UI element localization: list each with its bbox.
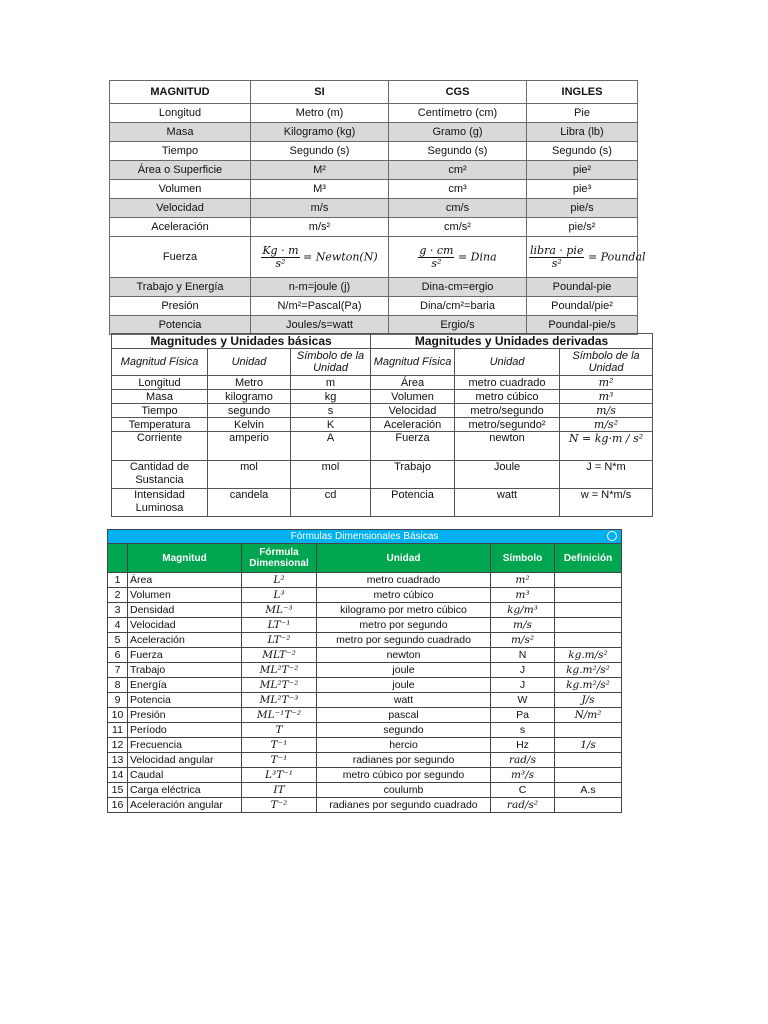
cell-cgs: cm³	[389, 180, 527, 199]
cell-magnitud: Potencia	[110, 316, 251, 335]
cell-formula: ML²T⁻³	[242, 693, 317, 708]
cell-magnitud: Carga eléctrica	[128, 783, 242, 798]
cell-index: 7	[108, 663, 128, 678]
cell-unidad: metro cuadrado	[317, 573, 491, 588]
cell-ingles: pie/s	[527, 199, 638, 218]
cell-unidad: joule	[317, 663, 491, 678]
table-row	[110, 180, 638, 199]
cell-simbolo: rad/s	[491, 753, 555, 768]
cell-unidad-derivada: metro/segundo	[455, 404, 560, 418]
cell-index: 4	[108, 618, 128, 633]
cell-magnitud: Tiempo	[110, 142, 251, 161]
table-header-row	[112, 349, 653, 376]
cell-magnitud-basica: Temperatura	[112, 418, 208, 432]
cell-index: 11	[108, 723, 128, 738]
cell-formula: T	[242, 723, 317, 738]
cell-magnitud: Aceleración angular	[128, 798, 242, 813]
header-index	[108, 544, 128, 573]
cell-definicion	[555, 723, 622, 738]
cell-index: 5	[108, 633, 128, 648]
table-row	[110, 142, 638, 161]
cell-magnitud-derivada: Volumen	[371, 390, 455, 404]
cell-magnitud-derivada: Área	[371, 376, 455, 390]
cell-ingles: Poundal-pie/s	[527, 316, 638, 335]
header-definicion: Definición	[555, 544, 622, 573]
basic-derived-units-table	[111, 333, 653, 517]
table-row	[108, 693, 622, 708]
cell-definicion: 1/s	[555, 738, 622, 753]
table-row	[108, 588, 622, 603]
cell-unidad: metro cúbico por segundo	[317, 768, 491, 783]
cell-magnitud-derivada: Fuerza	[371, 432, 455, 461]
cell-si: m/s	[251, 199, 389, 218]
cell-magnitud-derivada: Trabajo	[371, 461, 455, 489]
table-row	[110, 218, 638, 237]
header-unidad: Unidad	[455, 349, 560, 376]
cell-unidad: newton	[317, 648, 491, 663]
cell-magnitud: Potencia	[128, 693, 242, 708]
cell-magnitud: Aceleración	[110, 218, 251, 237]
cell-unidad: metro por segundo	[317, 618, 491, 633]
table-row	[112, 432, 653, 461]
cell-index: 8	[108, 678, 128, 693]
table-row	[112, 390, 653, 404]
cell-magnitud: Velocidad	[110, 199, 251, 218]
title-derived: Magnitudes y Unidades derivadas	[371, 334, 653, 349]
header-simbolo: Símbolo de la Unidad	[291, 349, 371, 376]
cell-definicion	[555, 633, 622, 648]
cell-magnitud: Caudal	[128, 768, 242, 783]
table-row	[108, 768, 622, 783]
title-basic: Magnitudes y Unidades básicas	[112, 334, 371, 349]
cell-magnitud: Presión	[110, 297, 251, 316]
table-row	[110, 199, 638, 218]
cell-simbolo-derivada: m/s²	[560, 418, 653, 432]
cell-ingles: pie/s²	[527, 218, 638, 237]
header-ingles: INGLES	[527, 81, 638, 104]
cell-cgs: Ergio/s	[389, 316, 527, 335]
cell-si: Metro (m)	[251, 104, 389, 123]
table-header-row	[108, 544, 622, 573]
cell-simbolo: J	[491, 678, 555, 693]
cell-definicion: kg.m/s²	[555, 648, 622, 663]
cell-magnitud-basica: Intensidad Luminosa	[112, 489, 208, 517]
cell-unidad-derivada: metro cuadrado	[455, 376, 560, 390]
cell-unidad: segundo	[317, 723, 491, 738]
cell-formula: ML²T⁻²	[242, 678, 317, 693]
cell-magnitud-derivada: Potencia	[371, 489, 455, 517]
cell-unidad: radianes por segundo	[317, 753, 491, 768]
cell-definicion	[555, 768, 622, 783]
cell-si: Segundo (s)	[251, 142, 389, 161]
cell-cgs: Segundo (s)	[389, 142, 527, 161]
cell-simbolo: rad/s²	[491, 798, 555, 813]
cell-simbolo-derivada: w = N*m/s	[560, 489, 653, 517]
cell-formula: T⁻¹	[242, 738, 317, 753]
cell-cgs: $\frac{g \cdot cm}{\text{s²}}$ = Dina	[389, 237, 527, 278]
cell-unidad: metro cúbico	[317, 588, 491, 603]
cell-magnitud: Frecuencia	[128, 738, 242, 753]
cell-simbolo-derivada: m/s	[560, 404, 653, 418]
cell-unidad-derivada: metro cúbico	[455, 390, 560, 404]
header-si: SI	[251, 81, 389, 104]
cell-magnitud: Área	[128, 573, 242, 588]
cell-definicion	[555, 798, 622, 813]
cell-si: m/s²	[251, 218, 389, 237]
header-simbolo: Símbolo	[491, 544, 555, 573]
cell-formula: LT⁻²	[242, 633, 317, 648]
cell-magnitud: Presión	[128, 708, 242, 723]
cell-magnitud-basica: Tiempo	[112, 404, 208, 418]
cell-unidad-basica: kilogramo	[208, 390, 291, 404]
cell-simbolo-derivada: m²	[560, 376, 653, 390]
cell-unidad-basica: Kelvin	[208, 418, 291, 432]
cell-definicion: N/m²	[555, 708, 622, 723]
dimensional-formulas-table	[107, 529, 622, 813]
cell-si: Joules/s=watt	[251, 316, 389, 335]
cell-magnitud: Área o Superficie	[110, 161, 251, 180]
cell-definicion: J/s	[555, 693, 622, 708]
table-row	[108, 753, 622, 768]
cell-formula: MLT⁻²	[242, 648, 317, 663]
table-row	[112, 418, 653, 432]
cell-unidad-derivada: metro/segundo²	[455, 418, 560, 432]
cell-cgs: Dina/cm²=baria	[389, 297, 527, 316]
header-magnitud: Magnitud	[128, 544, 242, 573]
table-row	[110, 104, 638, 123]
table-row	[110, 297, 638, 316]
cell-formula: L³	[242, 588, 317, 603]
table-row	[112, 404, 653, 418]
cell-unidad-basica: amperio	[208, 432, 291, 461]
table-row	[108, 573, 622, 588]
cell-ingles: pie²	[527, 161, 638, 180]
table-row	[110, 278, 638, 297]
header-formula: Fórmula Dimensional	[242, 544, 317, 573]
table-row	[110, 316, 638, 335]
globe-icon	[607, 531, 617, 541]
cell-si: M²	[251, 161, 389, 180]
cell-simbolo: kg/m³	[491, 603, 555, 618]
cell-definicion: kg.m²/s²	[555, 663, 622, 678]
table-row	[108, 663, 622, 678]
cell-ingles: $\frac{\text{libra · pie}}{\text{s²}}$ = Poundal	[527, 237, 638, 278]
cell-simbolo-basica: K	[291, 418, 371, 432]
table-title-row	[112, 334, 653, 349]
header-unidad: Unidad	[317, 544, 491, 573]
cell-definicion	[555, 573, 622, 588]
cell-si: M³	[251, 180, 389, 199]
cell-simbolo-basica: A	[291, 432, 371, 461]
cell-ingles: Poundal/pie²	[527, 297, 638, 316]
cell-unidad: pascal	[317, 708, 491, 723]
cell-cgs: Dina-cm=ergio	[389, 278, 527, 297]
cell-definicion	[555, 603, 622, 618]
cell-magnitud: Densidad	[128, 603, 242, 618]
cell-unidad: coulumb	[317, 783, 491, 798]
table-row	[108, 708, 622, 723]
cell-index: 3	[108, 603, 128, 618]
cell-definicion: A.s	[555, 783, 622, 798]
cell-unidad-basica: candela	[208, 489, 291, 517]
cell-si: $\frac{Kg \cdot m}{\text{s²}}$ = Newton(N)	[251, 237, 389, 278]
cell-formula: L²	[242, 573, 317, 588]
cell-formula: T⁻²	[242, 798, 317, 813]
cell-ingles: pie³	[527, 180, 638, 199]
cell-simbolo: m/s	[491, 618, 555, 633]
table-row	[110, 237, 638, 278]
cell-magnitud: Velocidad	[128, 618, 242, 633]
table-row	[110, 123, 638, 142]
units-systems-table	[109, 80, 646, 335]
cell-magnitud-basica: Corriente	[112, 432, 208, 461]
cell-ingles: Segundo (s)	[527, 142, 638, 161]
cell-simbolo: Hz	[491, 738, 555, 753]
cell-unidad: kilogramo por metro cúbico	[317, 603, 491, 618]
cell-definicion	[555, 588, 622, 603]
cell-index: 1	[108, 573, 128, 588]
cell-index: 6	[108, 648, 128, 663]
cell-index: 15	[108, 783, 128, 798]
cell-magnitud-basica: Longitud	[112, 376, 208, 390]
cell-unidad: hercio	[317, 738, 491, 753]
cell-cgs: cm/s	[389, 199, 527, 218]
table-row	[108, 603, 622, 618]
cell-simbolo-derivada: m³	[560, 390, 653, 404]
cell-unidad-basica: Metro	[208, 376, 291, 390]
cell-cgs: Centímetro (cm)	[389, 104, 527, 123]
cell-cgs: cm²	[389, 161, 527, 180]
header-magnitud-fisica: Magnitud Física	[112, 349, 208, 376]
cell-magnitud-basica: Masa	[112, 390, 208, 404]
cell-simbolo: J	[491, 663, 555, 678]
cell-magnitud-derivada: Velocidad	[371, 404, 455, 418]
cell-unidad-basica: mol	[208, 461, 291, 489]
cell-simbolo: m³/s	[491, 768, 555, 783]
table-row	[108, 798, 622, 813]
cell-simbolo: Pa	[491, 708, 555, 723]
cell-formula: L³T⁻¹	[242, 768, 317, 783]
cell-simbolo-basica: s	[291, 404, 371, 418]
cell-index: 16	[108, 798, 128, 813]
table-row	[108, 783, 622, 798]
table-header-row	[110, 81, 638, 104]
cell-unidad: joule	[317, 678, 491, 693]
table-row	[108, 648, 622, 663]
cell-index: 10	[108, 708, 128, 723]
table-row	[110, 161, 638, 180]
cell-simbolo: N	[491, 648, 555, 663]
cell-magnitud: Trabajo y Energía	[110, 278, 251, 297]
cell-si: N/m²=Pascal(Pa)	[251, 297, 389, 316]
cell-definicion: kg.m²/s²	[555, 678, 622, 693]
cell-ingles: Poundal-pie	[527, 278, 638, 297]
cell-formula: T⁻¹	[242, 753, 317, 768]
header-cgs: CGS	[389, 81, 527, 104]
cell-magnitud: Aceleración	[128, 633, 242, 648]
cell-unidad: metro por segundo cuadrado	[317, 633, 491, 648]
table-row	[108, 633, 622, 648]
cell-magnitud-basica: Cantidad de Sustancia	[112, 461, 208, 489]
cell-index: 14	[108, 768, 128, 783]
cell-magnitud: Fuerza	[110, 237, 251, 278]
cell-ingles: Pie	[527, 104, 638, 123]
table-title-row	[108, 530, 622, 544]
cell-unidad: watt	[317, 693, 491, 708]
table-row	[112, 489, 653, 517]
table-row	[108, 678, 622, 693]
cell-simbolo-basica: cd	[291, 489, 371, 517]
cell-unidad-derivada: newton	[455, 432, 560, 461]
cell-simbolo: m²	[491, 573, 555, 588]
table-title: Fórmulas Dimensionales Básicas	[108, 530, 622, 544]
cell-magnitud-derivada: Aceleración	[371, 418, 455, 432]
cell-magnitud: Energía	[128, 678, 242, 693]
cell-definicion	[555, 618, 622, 633]
cell-magnitud: Masa	[110, 123, 251, 142]
cell-magnitud: Longitud	[110, 104, 251, 123]
cell-simbolo-derivada: J = N*m	[560, 461, 653, 489]
cell-simbolo: m/s²	[491, 633, 555, 648]
cell-simbolo: C	[491, 783, 555, 798]
cell-unidad-derivada: watt	[455, 489, 560, 517]
header-unidad: Unidad	[208, 349, 291, 376]
table-row	[108, 618, 622, 633]
cell-simbolo: W	[491, 693, 555, 708]
cell-magnitud: Período	[128, 723, 242, 738]
cell-cgs: Gramo (g)	[389, 123, 527, 142]
cell-simbolo: m³	[491, 588, 555, 603]
table-row	[112, 461, 653, 489]
cell-index: 12	[108, 738, 128, 753]
cell-formula: ML⁻¹T⁻²	[242, 708, 317, 723]
cell-simbolo-basica: kg	[291, 390, 371, 404]
header-magnitud: MAGNITUD	[110, 81, 251, 104]
cell-magnitud: Trabajo	[128, 663, 242, 678]
cell-formula: IT	[242, 783, 317, 798]
cell-unidad: radianes por segundo cuadrado	[317, 798, 491, 813]
cell-magnitud: Volumen	[110, 180, 251, 199]
cell-unidad-derivada: Joule	[455, 461, 560, 489]
cell-ingles: Libra (lb)	[527, 123, 638, 142]
cell-cgs: cm/s²	[389, 218, 527, 237]
cell-si: Kilogramo (kg)	[251, 123, 389, 142]
cell-formula: LT⁻¹	[242, 618, 317, 633]
table-row	[108, 738, 622, 753]
header-simbolo: Símbolo de la Unidad	[560, 349, 653, 376]
cell-formula: ML⁻³	[242, 603, 317, 618]
cell-si: n-m=joule (j)	[251, 278, 389, 297]
cell-magnitud: Velocidad angular	[128, 753, 242, 768]
cell-magnitud: Volumen	[128, 588, 242, 603]
header-magnitud-fisica: Magnitud Física	[371, 349, 455, 376]
cell-index: 13	[108, 753, 128, 768]
cell-simbolo-basica: m	[291, 376, 371, 390]
table-row	[112, 376, 653, 390]
cell-magnitud: Fuerza	[128, 648, 242, 663]
cell-formula: ML²T⁻²	[242, 663, 317, 678]
cell-simbolo: s	[491, 723, 555, 738]
table-row	[108, 723, 622, 738]
cell-definicion	[555, 753, 622, 768]
cell-simbolo-basica: mol	[291, 461, 371, 489]
cell-index: 9	[108, 693, 128, 708]
cell-index: 2	[108, 588, 128, 603]
cell-unidad-basica: segundo	[208, 404, 291, 418]
cell-simbolo-derivada: N = kg·m / s²	[560, 432, 653, 461]
